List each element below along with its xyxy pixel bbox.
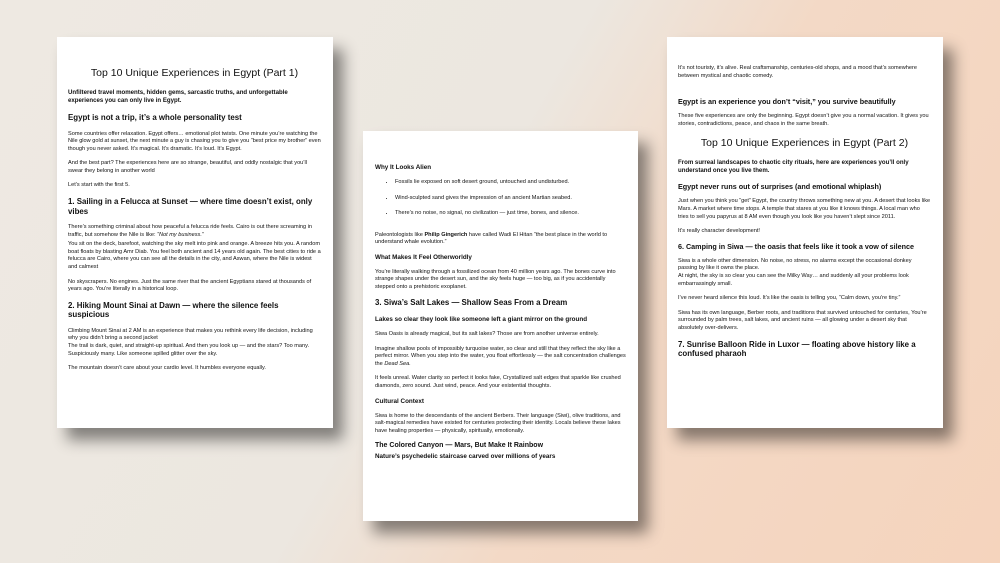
quote-text-end: have called Wadi El Hitan “the best place in the world to understand whale evolution.” <box>375 231 608 246</box>
lead-subtitle: From surreal landscapes to chaotic city rituals, here are experiences you’ll only understand once you live them. <box>678 159 909 175</box>
paragraph-other-dimension <box>678 258 931 288</box>
section-heading-mount-sinai: 2. Hiking Mount Sinai at Dawn — where the silence feels suspicious <box>68 300 279 320</box>
paragraph-character-development: It’s really character development! <box>678 228 760 235</box>
section-heading-survive: Egypt is an experience you don’t “visit,” you survive beautifully <box>678 97 896 107</box>
lead-subtitle: Unfiltered travel moments, hidden gems, sarcastic truths, and unforgettable experiences you can only live in Egypt. <box>68 89 288 104</box>
paragraph-first-five: Let’s start with the first 5. <box>68 182 130 189</box>
paragraph-not-touristy: It’s not touristy, it’s alive. Real craftsmanship, centuries-old shops, and a mood that’s somewhere between mystical and chaotic comedy. <box>678 65 917 79</box>
quote-text-start: Paleontologists like <box>375 231 425 238</box>
paragraph-siwa-magical: Siwa Oasis is already magical, but its salt lakes? Those are from another universe entirely. <box>375 330 599 337</box>
section-heading-why-alien: Why It Looks Alien <box>375 164 432 171</box>
page-title: Top 10 Unique Experiences in Egypt (Part 2) <box>700 137 909 150</box>
list-item: • Fossils lie exposed on soft desert ground, untouched and undisturbed. <box>395 179 626 187</box>
section-heading-siwa-salt-lakes: 3. Siwa’s Salt Lakes — Shallow Seas From a Dream <box>375 298 568 308</box>
pools-text: Imagine shallow pools of impossibly turquoise water, so clear and still that they reflect the sky like a perfect mirror. When you step into the water, you float effortlessly — the salt concentration challenges the <box>375 345 626 367</box>
paragraph-five-experiences: These five experiences are only the beginning. Egypt doesn’t give you a normal vacation. It gives you stories, contradictions, peace, and chaos in the same breath. <box>678 113 929 127</box>
section-heading-camping-siwa: 6. Camping in Siwa — the oasis that feels like it took a vow of silence <box>678 241 915 251</box>
paragraph-berber-roots: Siwa has its own language, Berber roots, and traditions that survived untouched for centuries, You’re surrounded by palm trees, salt lakes, and ancient ruins — all glowing under a desert sky that absolutely over-delivers. <box>678 309 927 331</box>
dimension-text: Siwa is a whole other dimension. No noise, no stress, no alarms except the occasional donkey passing by like it owns the place. <box>678 257 912 272</box>
subheading-mirror: Lakes so clear they look like someone left a giant mirror on the ground <box>375 315 588 323</box>
paragraph-throws-something-new: Just when you think you “get” Egypt, the country throws something new at you. A desert that looks like Mars. A market where time stops. A temple that stares at you like it knows things. A local man who tries to sell you papyrus at 8 AM even though you look like you haven’t slept since 2011. <box>678 198 931 220</box>
paragraph-sinai-trail: The trail is dark, quiet, and straight-up spiritual. And then you look up — and the stars? Too many. Suspiciously many. Like someone spilled glitter over the sky. <box>68 343 310 357</box>
section-heading-felucca: 1. Sailing in a Felucca at Sunset — where time doesn’t exist, only vibes <box>68 197 313 216</box>
section-heading-balloon-luxor: 7. Sunrise Balloon Ride in Luxor — floating above history like a confused pharaoh <box>678 339 916 358</box>
paragraph-sinai-climb: Climbing Mount Sinai at 2 AM is an experience that makes you rethink every life decision, including why you didn’t bring a second jacket <box>68 327 313 342</box>
paragraph-berbers: Siwa is home to the descendants of the ancient Berbers. Their language (Siwi), olive traditions, and salt-magical remedies have existed for centuries protecting their identity. Locals believe these lakes have healing properties — physically, spiritually, emotionally. <box>375 412 621 434</box>
document-page-middle <box>363 131 638 521</box>
paragraph-fossil-ocean: You’re literally walking through a fossilized ocean from 40 million years ago. The bones curve into strange shapes under the desert sun, and the sky feels huge — too big, as if you accidentally stepped onto a prehistoric exoplanet. <box>375 268 616 290</box>
section-heading-otherworldly: What Makes It Feel Otherworldly <box>375 253 472 261</box>
list-item: • There’s no noise, no signal, no civilization — just time, bones, and silence. <box>395 210 626 218</box>
paragraph-sinai-mountain: The mountain doesn’t care about your cardio level. It humbles everyone equally. <box>68 365 266 372</box>
felucca-text-start: There’s something criminal about how peaceful a felucca ride feels. Cairo is out there screaming in traffic, but somehow the Nile is like: <box>68 224 312 238</box>
paragraph-best-part: And the best part? The experiences here are so strange, beautiful, and oddly nostalgic that you’ll swear they belong in another world <box>68 160 308 174</box>
document-page-part-2 <box>667 37 943 428</box>
section-heading-personality-test: Egypt is not a trip, it’s a whole personality test <box>68 113 242 122</box>
document-page-part-1 <box>57 37 333 428</box>
paragraph-intro: Some countries offer relaxation. Egypt offers… emotional plot twists. One minute you’re watching the Nile glow gold at sunset, the next minute a guy is chasing you to give you “best price my brother” even though you never asked. It’s magical. It’s dramatic. It’s loud. It’s Egypt. <box>68 130 321 152</box>
paragraph-no-skyscrapers: No skyscrapers. No engines. Just the same river that the ancient Egyptians stared at thousands of years ago. You’re literally in a historical loop. <box>68 278 312 293</box>
section-heading-surprises: Egypt never runs out of surprises (and emotional whiplash) <box>678 182 882 192</box>
paragraph-silence: I’ve never heard silence this loud. It’s like the oasis is telling you, “Calm down, you’re tiny.” <box>678 295 901 302</box>
quote-name: Philip Gingerich <box>424 231 468 238</box>
paragraph-paleontologists <box>375 232 626 247</box>
paragraph-felucca <box>68 224 321 239</box>
paragraph-felucca-details: You sit on the deck, barefoot, watching the sky melt into pink and orange. A breeze hits you. A random boat floats by blasting Amr Diab. You feel both ancient and 14 years old again. The best cities to ride a felucca are Cairo, where you can see all the details in the city, and Aswan, where the Nile is widest and calmest <box>68 241 321 271</box>
bullet-list <box>375 179 626 218</box>
page-title: Top 10 Unique Experiences in Egypt (Part 1) <box>90 67 299 79</box>
subheading-staircase: Nature’s psychedelic staircase carved over millions of years <box>375 453 556 461</box>
list-item: • Wind-sculpted sand gives the impression of an ancient Martian seabed. <box>395 195 626 203</box>
section-heading-colored-canyon: The Colored Canyon — Mars, But Make It Rainbow <box>375 442 544 450</box>
felucca-quote: “Not my business.” <box>157 231 204 238</box>
paragraph-turquoise-pools <box>375 346 626 369</box>
dead-sea-text: Dead Sea. <box>384 360 411 367</box>
paragraph-unreal: It feels unreal. Water clarity so perfect it looks fake, Crystallized salt edges that sparkle like crushed diamonds, zero sound. Just wind, peace. And your existential thoughts. <box>375 375 621 389</box>
milky-way-text: At night, the sky is so clear you can see the Milky Way… and suddenly all your problems look embarrassingly small. <box>678 272 909 287</box>
section-heading-cultural-context: Cultural Context <box>375 397 424 405</box>
